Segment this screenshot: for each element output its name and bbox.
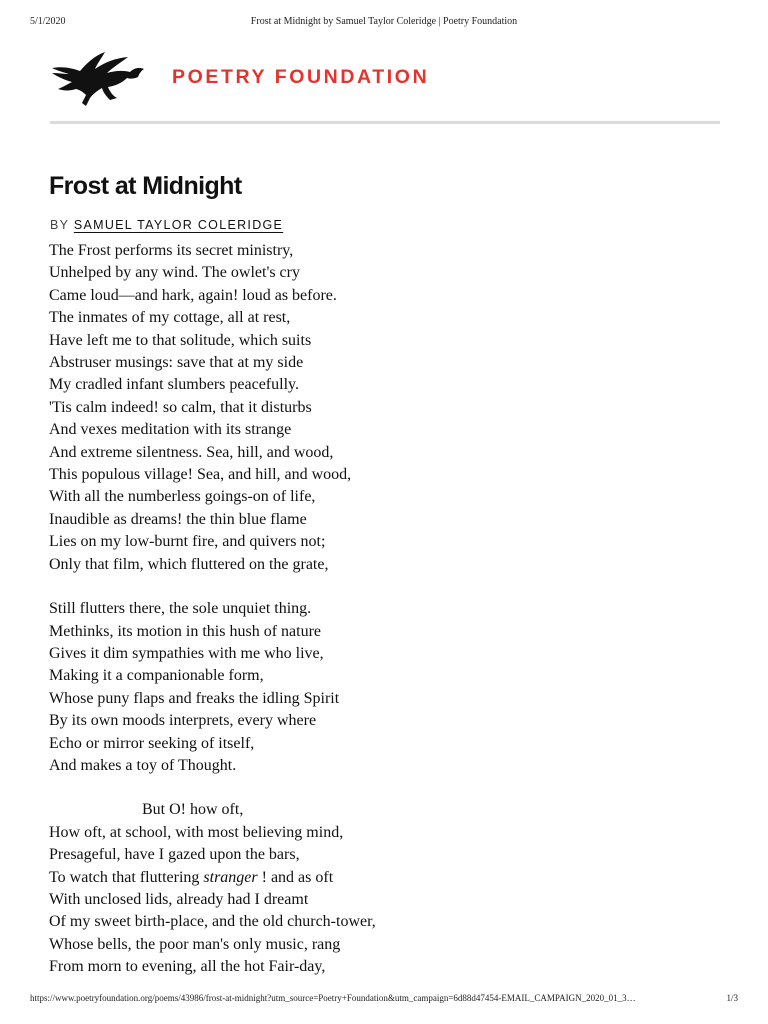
poem-line: And makes a toy of Thought.: [49, 756, 237, 774]
header-divider: [50, 121, 720, 124]
poem-line: From morn to evening, all the hot Fair-day,: [49, 958, 326, 976]
poem-line-text: ! and as oft: [257, 868, 334, 886]
poem-line: Making it a companionable form,: [49, 667, 264, 685]
poem-line: Only that film, which fluttered on the grate,: [49, 555, 329, 573]
poem-line: By its own moods interprets, every where: [49, 712, 317, 730]
poem-line: Came loud—and hark, again! loud as before.: [49, 286, 337, 304]
poem-line: Lies on my low-burnt fire, and quivers not;: [49, 533, 326, 551]
poem-line: And extreme silentness. Sea, hill, and wood,: [49, 443, 334, 461]
poem-line: Unhelped by any wind. The owlet's cry: [49, 264, 300, 282]
author-link[interactable]: SAMUEL TAYLOR COLERIDGE: [73, 218, 284, 232]
poem-line: The inmates of my cottage, all at rest,: [49, 309, 291, 327]
poem-line: 'Tis calm indeed! so calm, that it disturbs: [49, 398, 312, 416]
poem-byline: [50, 218, 283, 232]
poem-line: Still flutters there, the sole unquiet thing.: [49, 600, 312, 618]
poem-line: Whose bells, the poor man's only music, rang: [49, 935, 341, 953]
stanza-break: [49, 777, 376, 799]
pegasus-logo-icon: [50, 46, 146, 108]
poem-line: Of my sweet birth-place, and the old church-tower,: [49, 913, 376, 931]
poem-line: Gives it dim sympathies with me who live,: [49, 644, 324, 662]
page-number: 1/3: [726, 993, 738, 1003]
poem-line: Abstruser musings: save that at my side: [49, 354, 304, 372]
print-header: [30, 16, 738, 30]
print-url: https://www.poetryfoundation.org/poems/43986/frost-at-midnight?utm_source=Poetry+Foundation&utm_campaign=6d88d47454-EMAIL_CAMPAIGN_2020_01_3…: [30, 993, 636, 1003]
poem-line-text: To watch that fluttering: [49, 868, 200, 886]
poem-line: This populous village! Sea, and hill, and wood,: [49, 466, 352, 484]
print-date: 5/1/2020: [30, 16, 66, 27]
print-footer: [30, 993, 738, 1007]
poem-line: Have left me to that solitude, which suits: [49, 331, 312, 349]
poem-line: Methinks, its motion in this hush of nature: [49, 622, 321, 640]
poem-line: The Frost performs its secret ministry,: [49, 242, 294, 259]
poem-line-emphasis: stranger: [203, 868, 258, 886]
poem-line-indented: [49, 799, 376, 821]
site-logo[interactable]: [50, 46, 450, 108]
poem-line-text: But O! how oft,: [142, 801, 244, 819]
poem-line: My cradled infant slumbers peacefully.: [49, 376, 299, 394]
poem-title: Frost at Midnight: [49, 172, 242, 200]
poem-line: And vexes meditation with its strange: [49, 421, 292, 439]
poem-body: [49, 240, 376, 979]
print-page-title: Frost at Midnight by Samuel Taylor Coleridge | Poetry Foundation: [250, 16, 518, 27]
poem-line: How oft, at school, with most believing mind,: [49, 823, 344, 841]
poem-line: With unclosed lids, already had I dreamt: [49, 890, 309, 908]
poem-line: Inaudible as dreams! the thin blue flame: [49, 510, 307, 528]
by-label: BY: [50, 218, 70, 232]
poem-line: Whose puny flaps and freaks the idling Spirit: [49, 689, 340, 707]
poem-line: With all the numberless goings-on of life,: [49, 488, 316, 506]
poem-line: [49, 867, 376, 889]
poem-line: Presageful, have I gazed upon the bars,: [49, 846, 300, 864]
poem-line: Echo or mirror seeking of itself,: [49, 734, 255, 752]
logo-wordmark: POETRY FOUNDATION: [172, 66, 430, 88]
stanza-break: [49, 576, 376, 598]
